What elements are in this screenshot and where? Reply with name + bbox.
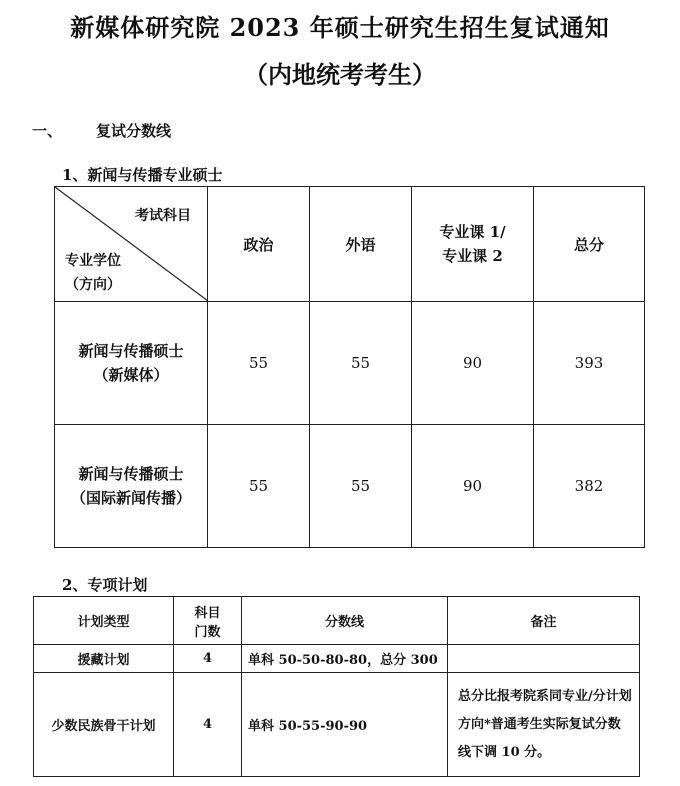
score-foreign-language: 55 bbox=[310, 302, 412, 425]
header-foreign-language: 外语 bbox=[310, 187, 412, 302]
score-politics: 55 bbox=[208, 302, 310, 425]
table-header-row bbox=[55, 187, 645, 302]
score-line: 单科 50-55-90-90 bbox=[242, 673, 448, 777]
program-name: 新闻与传播硕士 bbox=[78, 465, 184, 483]
score-total: 393 bbox=[534, 302, 645, 425]
program-direction: （国际新闻传播） bbox=[70, 489, 191, 507]
header-subject: 考试科目 bbox=[135, 208, 191, 224]
special-plan-table bbox=[33, 596, 640, 777]
score-major: 90 bbox=[412, 425, 534, 548]
table-row bbox=[55, 302, 645, 425]
plan-type: 援藏计划 bbox=[34, 645, 174, 673]
header-remarks: 备注 bbox=[448, 597, 640, 645]
subject-count: 4 bbox=[174, 645, 242, 673]
page-title: 新媒体研究院 2023 年硕士研究生招生复试通知 bbox=[70, 13, 610, 42]
header-subject-count bbox=[174, 597, 242, 645]
row-program bbox=[55, 425, 208, 548]
score-line: 单科 50-50-80-80，总分 300 bbox=[242, 645, 448, 673]
header-politics: 政治 bbox=[208, 187, 310, 302]
program-name: 新闻与传播硕士 bbox=[78, 342, 184, 360]
table1-caption: 1、新闻与传播专业硕士 bbox=[62, 166, 223, 184]
table-row bbox=[55, 425, 645, 548]
header-major-2: 专业课 2 bbox=[442, 247, 503, 265]
remarks: 总分比报考院系同专业/分计划方向*普通考生实际复试分数线下调 10 分。 bbox=[448, 673, 640, 777]
table-header-row bbox=[34, 597, 640, 645]
score-total: 382 bbox=[534, 425, 645, 548]
section-heading: 复试分数线 bbox=[96, 122, 172, 140]
header-score-line: 分数线 bbox=[242, 597, 448, 645]
row-program bbox=[55, 302, 208, 425]
section-number: 一、 bbox=[32, 122, 63, 140]
table2-caption: 2、专项计划 bbox=[62, 576, 148, 594]
remarks bbox=[448, 645, 640, 673]
table-row bbox=[34, 645, 640, 673]
score-politics: 55 bbox=[208, 425, 310, 548]
plan-type: 少数民族骨干计划 bbox=[34, 673, 174, 777]
page-subtitle: （内地统考考生） bbox=[244, 60, 436, 89]
table-row bbox=[34, 673, 640, 777]
score-foreign-language: 55 bbox=[310, 425, 412, 548]
header-total: 总分 bbox=[534, 187, 645, 302]
header-plan-type: 计划类型 bbox=[34, 597, 174, 645]
diagonal-header-cell bbox=[55, 187, 208, 302]
header-subject-count-2: 门数 bbox=[194, 624, 221, 640]
program-direction: （新媒体） bbox=[93, 366, 169, 384]
header-direction: （方向） bbox=[65, 277, 121, 293]
header-subject-count-1: 科目 bbox=[194, 605, 221, 621]
header-major-courses bbox=[412, 187, 534, 302]
header-degree: 专业学位 bbox=[65, 253, 121, 269]
subject-count: 4 bbox=[174, 673, 242, 777]
score-line-table bbox=[54, 186, 645, 548]
score-major: 90 bbox=[412, 302, 534, 425]
header-major-1: 专业课 1/ bbox=[439, 223, 506, 241]
